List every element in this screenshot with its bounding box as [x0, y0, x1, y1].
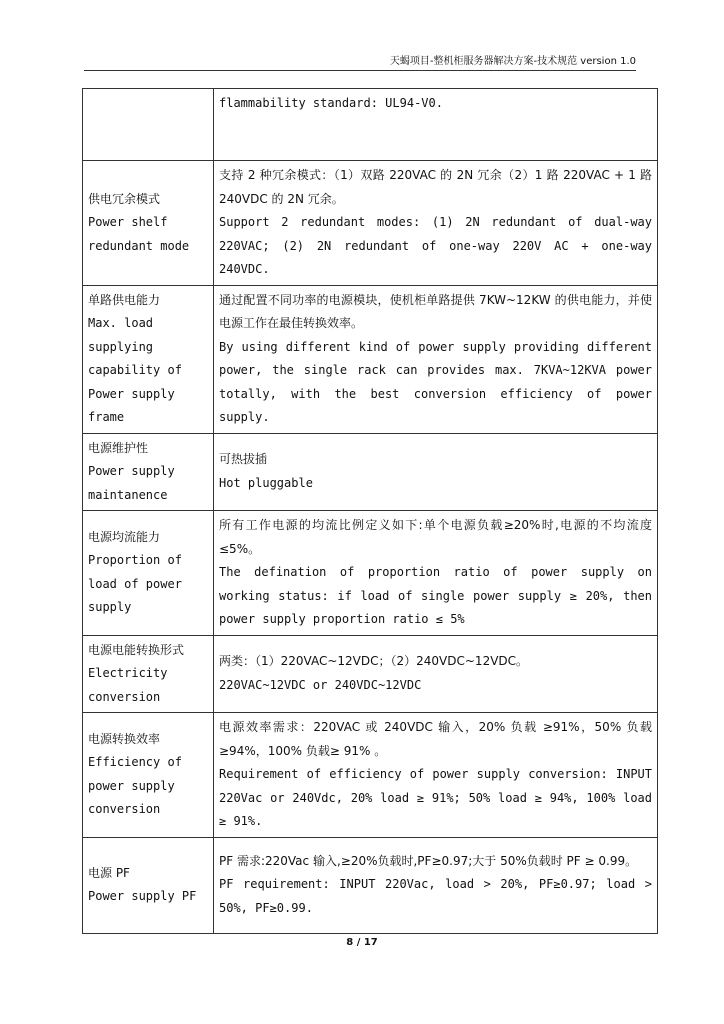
content-cn: PF 需求:220Vac 输入,≥20%负载时,PF≥0.97;大于 50%负载时 PF ≥ 0.99。 [219, 853, 638, 868]
row-content [214, 635, 658, 713]
content-en: Hot pluggable [219, 475, 313, 490]
table-row [83, 635, 658, 713]
table-row [83, 713, 658, 838]
row-label [83, 433, 214, 511]
label-cn: 电源维护性 [88, 440, 149, 455]
label-en: Power supply PF [88, 889, 197, 903]
row-content [214, 89, 658, 161]
row-label [83, 713, 214, 838]
table-row [83, 433, 658, 511]
row-content [214, 713, 658, 838]
row-content [214, 161, 658, 286]
table-row [83, 511, 658, 636]
content-en: 220VAC~12VDC or 240VDC~12VDC [219, 677, 422, 692]
label-cn: 电源均流能力 [88, 529, 161, 544]
label-cn: 供电冗余模式 [88, 191, 161, 206]
label-en: Power supply maintanence [88, 464, 175, 502]
label-en: Max. load supplying capability of Power supply frame [88, 316, 182, 424]
content-cn: 支持 2 种冗余模式：（1）双路 220VAC 的 2N 冗余（2）1 路 220VAC + 1 路 240VDC 的 2N 冗余。 [219, 168, 652, 206]
table-row [83, 161, 658, 286]
row-content [214, 511, 658, 636]
content-cn: 所有工作电源的均流比例定义如下:单个电源负载≥20%时,电源的不均流度≤5%。 [219, 518, 652, 556]
page-header: 天蝎项目-整机柜服务器解决方案-技术规范 version 1.0 [84, 52, 636, 71]
content-cn: 电源效率需求：220VAC 或 240VDC 输入，20% 负载 ≥91%，50% 负载 ≥94%，100% 负载≥ 91% 。 [219, 720, 652, 758]
label-en: Proportion of load of power supply [88, 553, 182, 615]
content-cn: 可热拔插 [219, 452, 268, 467]
content-en: By using different kind of power supply providing different power, the single rack can provides max. 7KVA~12KVA power totally, with the best conversion efficiency of power supply. [219, 339, 652, 424]
label-cn: 电源转换效率 [88, 731, 161, 746]
table-row [83, 837, 658, 933]
label-en: Efficiency of power supply conversion [88, 755, 182, 817]
row-label [83, 635, 214, 713]
row-label [83, 285, 214, 433]
label-en: Electricity conversion [88, 666, 168, 704]
row-label [83, 511, 214, 636]
row-content [214, 285, 658, 433]
content-cn: 通过配置不同功率的电源模块，使机柜单路提供 7KW~12KW 的供电能力，并使电源工作在最佳转换效率。 [219, 292, 652, 330]
spec-table [82, 88, 658, 934]
row-label [83, 161, 214, 286]
content-en: Requirement of efficiency of power supply conversion: INPUT 220Vac or 240Vdc, 20% load ≥ 91%; 50% load ≥ 94%, 100% load ≥ 91%. [219, 767, 652, 828]
table-row [83, 285, 658, 433]
label-cn: 电源 PF [88, 865, 130, 880]
content-en: Support 2 redundant modes: (1) 2N redundant of dual-way 220VAC; (2) 2N redundant of one-way 220V AC + one-way 240VDC. [219, 215, 652, 276]
label-cn: 单路供电能力 [88, 292, 161, 307]
content-en: flammability standard: UL94-V0. [219, 96, 443, 110]
row-content [214, 837, 658, 933]
table-row [83, 89, 658, 161]
label-en: Power shelf redundant mode [88, 215, 190, 253]
row-label [83, 837, 214, 933]
label-cn: 电源电能转换形式 [88, 642, 185, 657]
content-cn: 两类：（1）220VAC~12VDC；（2）240VDC~12VDC。 [219, 654, 529, 669]
row-content [214, 433, 658, 511]
content-en: PF requirement: INPUT 220Vac, load > 20%, PF≥0.97; load > 50%, PF≥0.99. [219, 877, 652, 915]
row-label [83, 89, 214, 161]
page-number: 8 / 17 [346, 937, 378, 948]
content-en: The defination of proportion ratio of power supply on working status: if load of single power supply ≥ 20%, then power supply proportion ratio ≤ 5% [219, 565, 652, 626]
